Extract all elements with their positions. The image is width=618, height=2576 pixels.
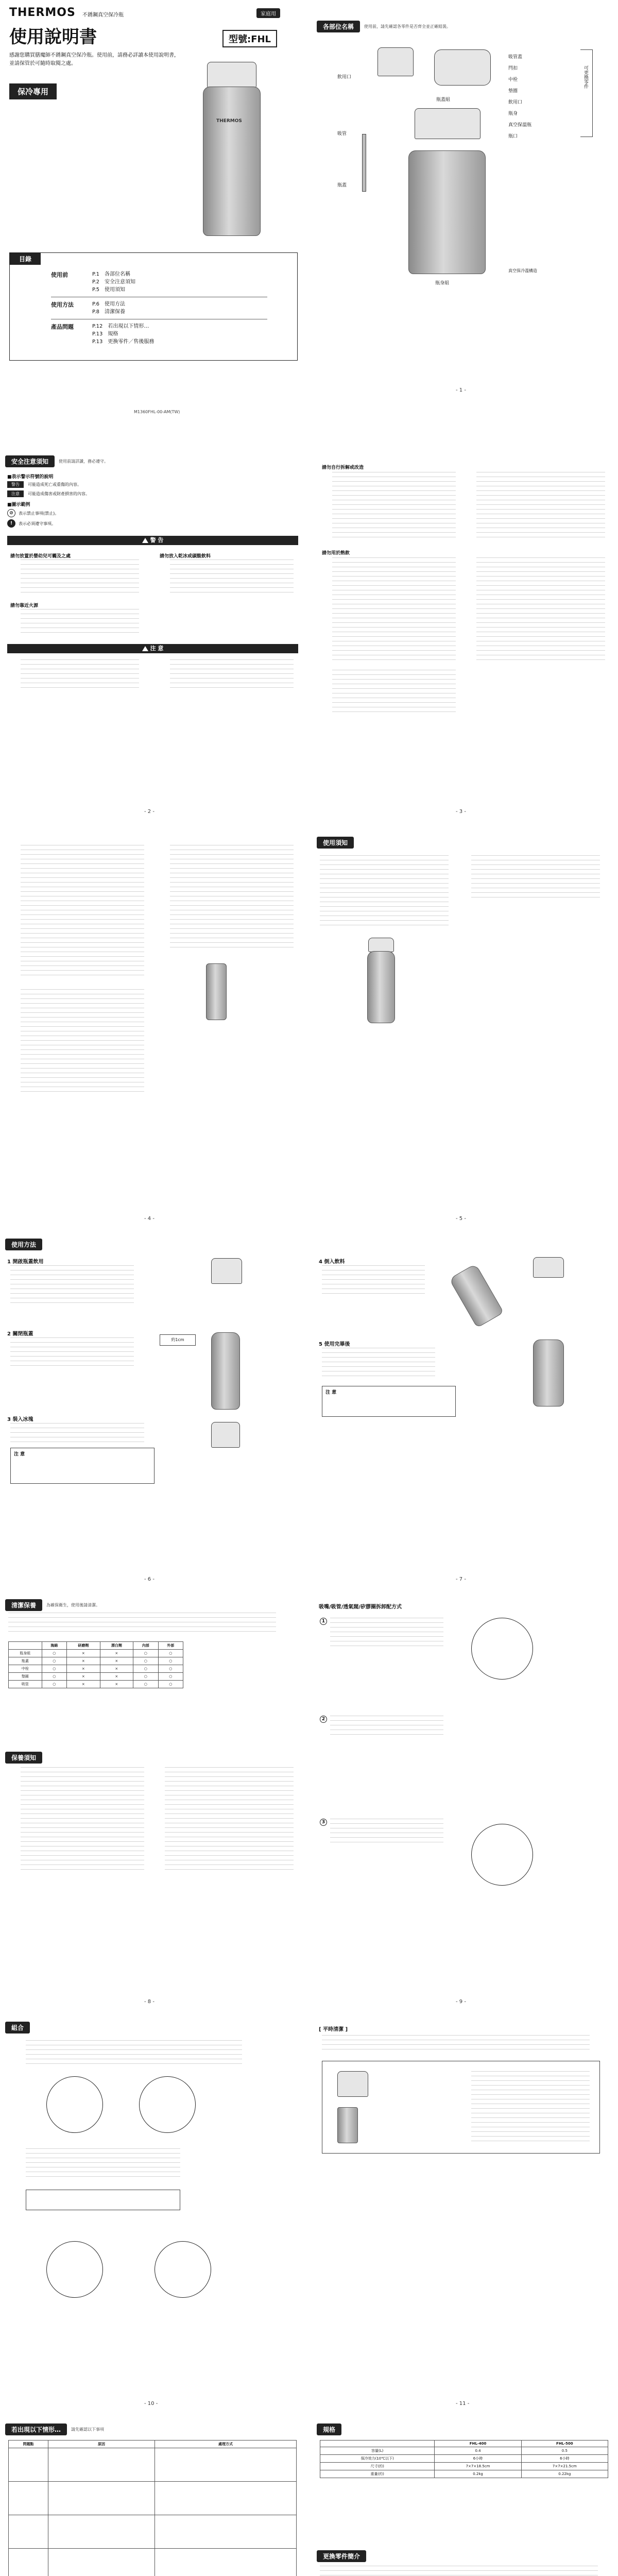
table-row: 瓶身組 ○ × × ○ ○	[9, 1650, 183, 1657]
label-left-0: 飲用口	[337, 75, 352, 80]
assembly-detail-illustration	[46, 2076, 103, 2133]
toc-group	[51, 270, 267, 346]
straw-illustration	[362, 134, 366, 192]
step-illustration	[211, 1258, 242, 1284]
must-desc: 表示必須遵守事項。	[19, 521, 56, 526]
warning-triangle-icon	[142, 538, 148, 543]
warning-body-text	[332, 557, 456, 660]
disassembly-text	[330, 1819, 443, 1844]
toc-label: 若出現以下情形…	[108, 324, 149, 329]
cleaning-illustration	[337, 2107, 358, 2143]
replaceable-parts-bracket	[580, 49, 593, 137]
toc-label: 安全注意須知	[105, 279, 136, 285]
section-title: 更換零件簡介	[317, 2550, 366, 2562]
bottle-body-illustration	[408, 150, 486, 274]
maintenance-text	[21, 1767, 144, 1870]
safety-header	[5, 455, 108, 467]
label-left-2: 瓶蓋	[337, 183, 347, 188]
page-number: - 9 -	[456, 1999, 466, 2005]
banner-text: 注 意	[150, 645, 164, 652]
table-row: 吸管 ○ × × ○ ○	[9, 1681, 183, 1688]
caution-badge: 注意	[7, 490, 24, 497]
caution-body-text	[170, 659, 294, 690]
parts-labels-right	[508, 52, 570, 142]
toc-item[interactable]	[92, 308, 125, 316]
table-row: 保冷效力(10℃以下) 6小時 6小時	[320, 2455, 608, 2463]
step-marker: 1	[320, 1618, 327, 1625]
table-header	[9, 1642, 42, 1650]
toc-item[interactable]	[92, 300, 125, 308]
page-number: - 1 -	[456, 387, 466, 393]
bottle-illustration	[367, 951, 395, 1023]
table-header-row	[320, 2441, 608, 2447]
warning-body-text	[21, 560, 139, 596]
toc-item[interactable]	[92, 270, 135, 278]
lid-group-label: 瓶蓋組	[436, 97, 451, 103]
label-left-1: 吸管	[337, 131, 347, 137]
table-row: 重量(約) 0.2kg 0.22kg	[320, 2470, 608, 2478]
table-header: 原因	[48, 2441, 155, 2448]
howto-header	[5, 1239, 42, 1250]
part-label: 瓶身	[508, 111, 518, 116]
toc-page: P.8	[92, 309, 100, 315]
toc-group-row	[51, 300, 267, 316]
page-number: - 2 -	[144, 809, 154, 815]
caution-body-text	[21, 659, 139, 690]
page-number: - 4 -	[144, 1216, 154, 1222]
table-row	[9, 2515, 297, 2549]
warning-body-text	[476, 472, 605, 539]
assembly-page-right	[317, 2020, 613, 2411]
document-code: M1360FHL-00-AM(TW)	[134, 410, 180, 414]
part-label: 真空保溫瓶	[508, 123, 532, 128]
warning-badge: 警告	[7, 481, 24, 488]
side-label: 可更換零件	[583, 65, 588, 89]
lid-illustration	[368, 938, 394, 952]
toc-group-label: 產品問題	[51, 324, 74, 330]
warning-body-text	[332, 472, 456, 539]
safety-page-right	[317, 453, 613, 824]
trouble-header	[5, 2424, 104, 2435]
straw-lid-illustration	[377, 47, 414, 76]
page-number: - 6 -	[144, 1577, 154, 1582]
warning-body-text	[476, 557, 605, 660]
assembly-page-left	[5, 2020, 301, 2411]
caution-banner	[7, 644, 298, 653]
warning-item: 請勿放置於嬰幼兒可觸及之處	[10, 554, 71, 559]
must-symbol-row	[7, 519, 56, 528]
table-header: 海綿	[42, 1642, 66, 1650]
page-number: - 11 -	[456, 2401, 470, 2406]
table-header: 研磨劑	[66, 1642, 100, 1650]
maintenance-header	[5, 1752, 42, 1764]
symbol-intro-title: ■表示警示符號的說明	[7, 474, 54, 480]
page-number: - 8 -	[144, 1999, 154, 2005]
cleaning-page-right	[317, 1597, 613, 2009]
usage-body-text	[320, 855, 449, 927]
step-marker: 2	[320, 1716, 327, 1723]
step-4-title: 4 倒入飲料	[319, 1259, 345, 1265]
toc-label: 使用方法	[105, 301, 126, 307]
step-marker: 3	[320, 1819, 327, 1826]
step-text	[10, 1337, 134, 1368]
section-title: 保養須知	[5, 1752, 42, 1764]
caution-desc: 可能造成傷害或財產損害的內容。	[28, 492, 90, 496]
toc-item[interactable]	[92, 330, 154, 338]
table-header: 處理方式	[155, 2441, 297, 2448]
part-label: 墊圈	[508, 89, 518, 94]
step-illustration	[533, 1257, 564, 1278]
warning-body-text	[332, 670, 456, 716]
toc-group-row	[51, 323, 267, 346]
caution-level-row	[7, 490, 90, 497]
table-header: FHL-400	[435, 2441, 521, 2447]
toc-item[interactable]	[92, 338, 154, 346]
safety-page-left	[5, 453, 301, 824]
page-number: - 3 -	[456, 809, 466, 815]
section-title: 各部位名稱	[317, 21, 360, 32]
toc-label: 各部位名稱	[105, 272, 131, 277]
toc-group-label: 使用前	[51, 272, 68, 278]
howto-page-right	[317, 1236, 613, 1587]
assembly-text	[26, 2040, 242, 2066]
model-label: 型號:FHL	[222, 30, 277, 47]
step-3-title: 3 裝入冰塊	[7, 1417, 33, 1422]
table-row: 墊圈 ○ × × ○ ○	[9, 1673, 183, 1681]
prohibit-desc: 表示禁止事項(禁止)。	[19, 511, 59, 516]
caution-body-text	[21, 989, 144, 1092]
symbol-example-title: ■圖示範例	[7, 502, 30, 507]
step-illustration	[211, 1422, 240, 1448]
section-title: 使用須知	[317, 837, 354, 849]
caution-note-box	[322, 1386, 456, 1417]
warning-banner	[7, 536, 298, 545]
lid-assembly-illustration	[415, 108, 480, 139]
section-title: 規格	[317, 2424, 341, 2435]
measure-label-box: 約1cm	[160, 1334, 196, 1346]
intro-text: 感謝您購買膳魔師不銹鋼真空保冷瓶。使用前，請務必詳讀本使用說明書，並請保管於可隨時取閱之處。	[9, 53, 179, 66]
toc-item[interactable]	[92, 286, 135, 294]
table-row: 瓶蓋 ○ × × ○ ○	[9, 1657, 183, 1665]
table-header: FHL-500	[521, 2441, 608, 2447]
caution-body-text	[170, 845, 294, 948]
toc-group-label: 使用方法	[51, 301, 74, 308]
step-text	[322, 1265, 425, 1296]
section-title: 使用方法	[5, 1239, 42, 1250]
page-number: - 7 -	[456, 1577, 466, 1582]
table-header: 內部	[133, 1642, 158, 1650]
section-note: 使用前請詳讀，務必遵守。	[59, 459, 109, 464]
note-title: 注 意	[14, 1452, 25, 1457]
cleaning-header	[5, 1599, 100, 1611]
warning-desc: 可能造成死亡或重傷的內容。	[28, 482, 81, 487]
table-row	[9, 2549, 297, 2576]
toc-label: 更換零件／售後服務	[108, 339, 154, 345]
toc-item[interactable]	[92, 278, 135, 286]
bottle-illustration	[206, 963, 227, 1020]
toc-box	[9, 252, 298, 361]
manual-title: 使用說明書	[9, 27, 97, 47]
table-header: 漂白劑	[100, 1642, 133, 1650]
spec-table	[320, 2440, 608, 2478]
prohibit-icon: ⊘	[7, 509, 15, 517]
body-group-label: 瓶身組	[435, 281, 450, 286]
vacuum-structure-label: 真空保冷溫構造	[508, 268, 537, 273]
part-label: 吸管蓋	[508, 55, 523, 60]
warning-item: 請勿自行拆解或改造	[322, 465, 364, 470]
replacement-text	[320, 2566, 598, 2576]
step-bottle-illustration	[533, 1340, 564, 1406]
part-label: 瓶口	[508, 134, 518, 139]
brand-logo: THERMOS	[9, 6, 76, 19]
page-number: - 5 -	[456, 1216, 466, 1222]
table-header: 問題點	[9, 2441, 48, 2448]
cover-bottle-cap	[207, 62, 256, 88]
step-bottle-illustration	[449, 1263, 504, 1328]
toc-page: P.13	[92, 339, 103, 345]
section-title: 組合	[5, 2022, 30, 2033]
step-5-title: 5 使用完畢後	[319, 1342, 350, 1347]
parts-header	[317, 21, 451, 32]
brand-subtitle: 不銹鋼真空保冷瓶	[82, 12, 124, 18]
maintenance-text	[165, 1767, 294, 1870]
part-label: 中栓	[508, 77, 518, 82]
step-text	[322, 1348, 435, 1379]
prohibit-symbol-row	[7, 509, 59, 517]
toc-page: P.2	[92, 279, 100, 285]
section-title: 安全注意須知	[5, 455, 55, 467]
step-text	[10, 1265, 134, 1307]
usage-notes-header	[317, 837, 354, 849]
howto-page-left	[5, 1236, 301, 1587]
trouble-page	[5, 2421, 301, 2576]
replacement-header	[317, 2550, 366, 2562]
section-title: 清潔保養	[5, 1599, 42, 1611]
caution-body-text	[21, 845, 144, 979]
toc-label: 使用須知	[105, 287, 126, 293]
cold-only-banner: 保冷專用	[9, 83, 57, 99]
cover-bottle-illustration	[203, 87, 261, 236]
section-note: 使用前，請先確認各零件是否齊全並正確組裝。	[364, 24, 451, 29]
table-row	[9, 2482, 297, 2515]
table-row: 容量(L) 0.4 0.5	[320, 2447, 608, 2455]
assembly-header	[5, 2022, 30, 2033]
step-1-title: 1 開啟瓶蓋飲用	[7, 1259, 44, 1265]
warning-level-row	[7, 481, 81, 488]
usage-notes-page-right	[317, 835, 613, 1226]
assembly-note-box	[26, 2190, 180, 2210]
caution-note-box	[10, 1448, 154, 1484]
cleaning-option-text	[471, 2071, 590, 2143]
usage-notes-page-left	[5, 835, 301, 1226]
warning-item: 請勿靠近火源	[10, 603, 39, 608]
warning-body-text	[21, 609, 139, 635]
assembly-detail-illustration	[154, 2241, 211, 2298]
daily-clean-text	[322, 2035, 590, 2050]
parts-page	[317, 0, 613, 443]
cleaning-illustration	[337, 2071, 368, 2097]
toc-label: 清潔保養	[105, 309, 126, 315]
usage-body-text	[471, 855, 600, 902]
part-label: 飲用口	[508, 100, 523, 105]
warning-item: 請勿用於熱飲	[322, 551, 350, 556]
disassembly-header: 吸嘴/吸管/透氣閥/矽膠圈拆卸配方式	[319, 1604, 402, 1610]
table-row	[9, 2448, 297, 2482]
section-title: 若出現以下情形…	[5, 2424, 67, 2435]
trouble-table	[8, 2440, 297, 2576]
toc-page: P.12	[92, 324, 103, 329]
cover-bottle-logo: THERMOS	[216, 118, 242, 124]
warning-item: 請勿放入乾冰或碳酸飲料	[160, 554, 211, 559]
toc-page: P.5	[92, 287, 100, 293]
caution-triangle-icon	[142, 646, 148, 651]
disassembly-text	[330, 1716, 443, 1736]
daily-clean-header: [ 平時清潔 ]	[319, 2027, 348, 2032]
table-row: 尺寸(約) 7×7×18.5cm 7×7×21.5cm	[320, 2463, 608, 2470]
must-icon: !	[7, 519, 15, 528]
toc-page: P.6	[92, 301, 100, 307]
step-2-title: 2 關閉瓶蓋	[7, 1331, 33, 1337]
spec-page	[317, 2421, 613, 2576]
table-row: 中栓 ○ × × ○ ○	[9, 1665, 183, 1673]
detail-circle-illustration	[471, 1824, 533, 1886]
assembly-text	[26, 2148, 180, 2179]
disassembly-text	[330, 1618, 443, 1649]
step-text	[10, 1423, 144, 1444]
section-note: 請先確認以下事項	[71, 2427, 105, 2432]
toc-title: 目錄	[10, 253, 41, 265]
table-header-row	[9, 1642, 183, 1650]
assembly-detail-illustration	[139, 2076, 196, 2133]
cleaning-page-left	[5, 1597, 301, 2009]
toc-label: 規格	[108, 331, 118, 337]
toc-page: P.1	[92, 272, 100, 277]
table-header: 外部	[158, 1642, 183, 1650]
inner-stopper-illustration	[434, 49, 491, 86]
cleaning-table	[8, 1641, 183, 1688]
toc-item[interactable]	[92, 323, 154, 330]
warning-body-text	[170, 560, 294, 596]
page-number: - 10 -	[144, 2401, 158, 2406]
cover-page	[5, 0, 301, 443]
step-bottle-illustration	[211, 1332, 240, 1410]
note-title: 注 意	[325, 1390, 337, 1395]
banner-text: 警 告	[150, 537, 164, 544]
family-badge: 家庭用	[256, 8, 280, 18]
detail-circle-illustration	[471, 1618, 533, 1680]
part-label: 閂扣	[508, 66, 518, 71]
toc-group-row	[51, 270, 267, 294]
table-header-row	[9, 2441, 297, 2448]
assembly-detail-illustration	[46, 2241, 103, 2298]
toc-page: P.13	[92, 331, 103, 337]
table-header	[320, 2441, 435, 2447]
cleaning-intro-text	[8, 1613, 276, 1633]
section-note: 為確保衛生，使用後請清潔。	[46, 1603, 100, 1607]
spec-header	[317, 2424, 341, 2435]
